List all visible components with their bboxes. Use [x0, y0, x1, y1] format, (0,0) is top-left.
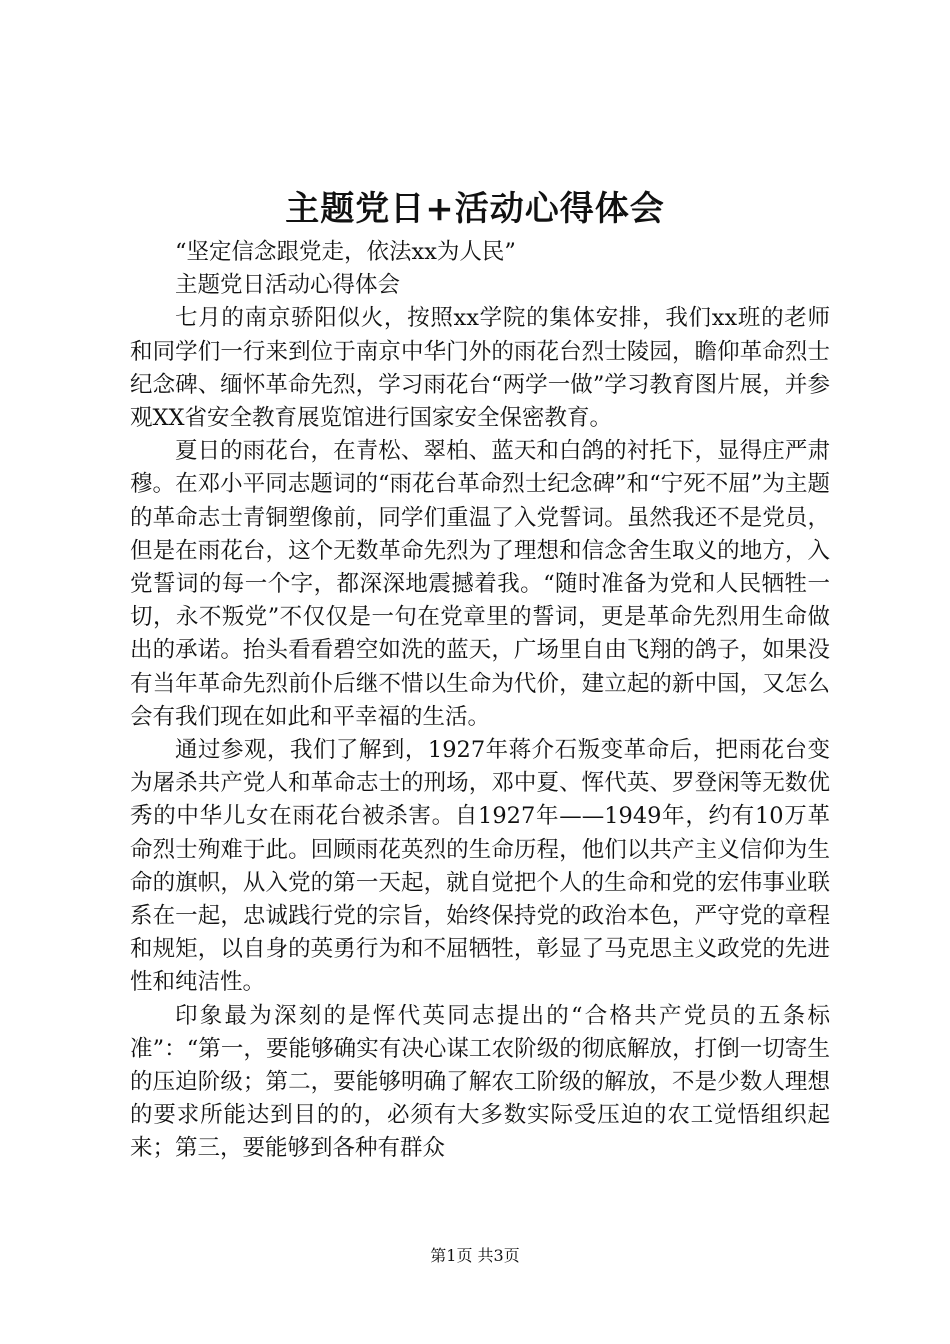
- paragraph-subtitle: 主题党日活动心得体会: [175, 272, 401, 299]
- document-body: [130, 236, 830, 1166]
- paragraph: 七月的南京骄阳似火，按照xx学院的集体安排，我们xx班的老师和同学们一行来到位于南京中华门外的雨花台烈士陵园，瞻仰革命烈士纪念碑、缅怀革命先烈，学习雨花台“两学一做”学习教育图片展，并参观XX省安全教育展览馆进行国家安全保密教育。: [130, 305, 830, 432]
- paragraph: 印象最为深刻的是恽代英同志提出的“合格共产党员的五条标准”：“第一，要能够确实有决心谋工农阶级的彻底解放，打倒一切寄生的压迫阶级；第二，要能够明确了解农工阶级的解放，不是少数人理想的要求所能达到目的的，必须有大多数实际受压迫的农工觉悟组织起来；第三，要能够到各种有群众: [130, 1002, 830, 1162]
- document-title: 主题党日+活动心得体会: [285, 189, 665, 229]
- paragraph: 夏日的雨花台，在青松、翠柏、蓝天和白鸽的衬托下，显得庄严肃穆。在邓小平同志题词的“雨花台革命烈士纪念碑”和“宁死不屈”为主题的革命志士青铜塑像前，同学们重温了入党誓词。虽然我还不是党员，但是在雨花台，这个无数革命先烈为了理想和信念舍生取义的地方，入党誓词的每一个字，都深深地震撼着我。“随时准备为党和人民牺牲一切，永不叛党”不仅仅是一句在党章里的誓词，更是革命先烈用生命做出的承诺。抬头看看碧空如洗的蓝天，广场里自由飞翔的鸽子，如果没有当年革命先烈前仆后继不惜以生命为代价，建立起的新中国，又怎么会有我们现在如此和平幸福的生活。: [130, 438, 830, 730]
- page-footer: 第1页 共3页: [430, 1246, 520, 1265]
- paragraph: 通过参观，我们了解到，1927年蒋介石叛变革命后，把雨花台变为屠杀共产党人和革命志士的刑场，邓中夏、恽代英、罗登闲等无数优秀的中华儿女在雨花台被杀害。自1927年——1949年，约有10万革命烈士殉难于此。回顾雨花英烈的生命历程，他们以共产主义信仰为生命的旗帜，从入党的第一天起，就自觉把个人的生命和党的宏伟事业联系在一起，忠诚践行党的宗旨，始终保持党的政治本色，严守党的章程和规矩，以自身的英勇行为和不屈牺牲，彰显了马克思主义政党的先进性和纯洁性。: [130, 737, 830, 996]
- paragraph-slogan: “坚定信念跟党走，依法xx为人民”: [175, 239, 516, 265]
